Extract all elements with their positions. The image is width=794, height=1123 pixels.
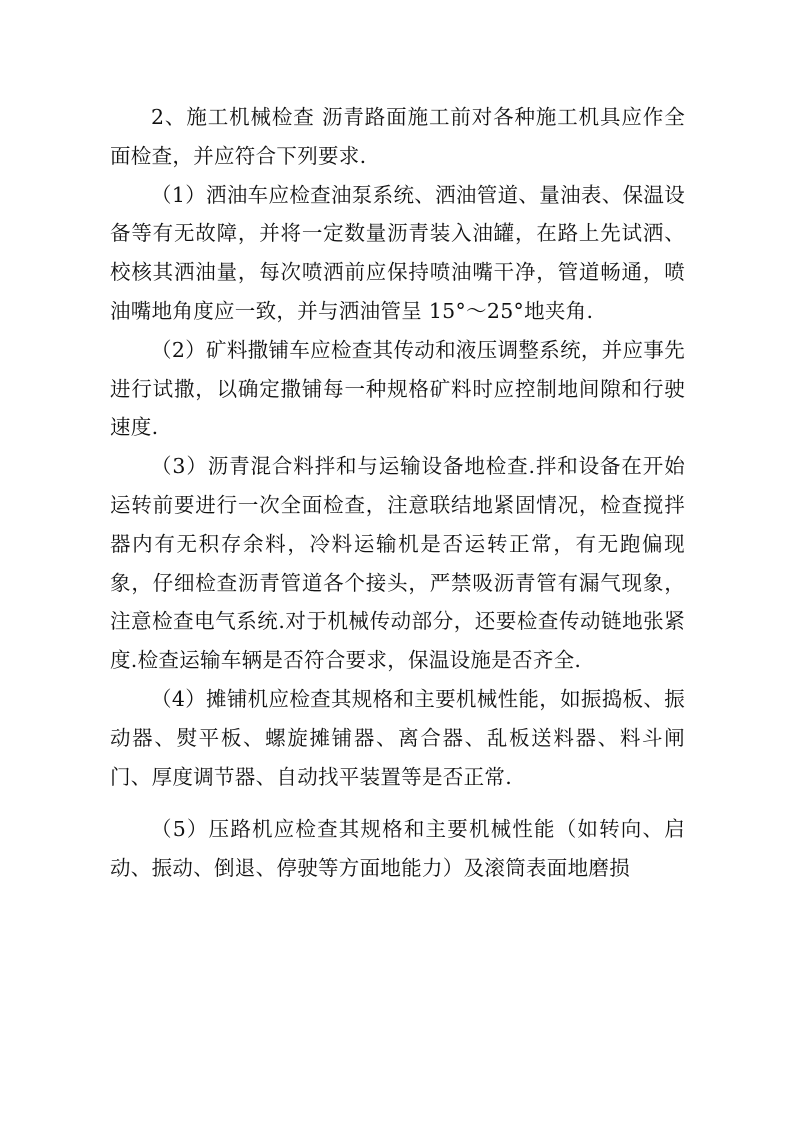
paragraph-aggregate-spreader: （2）矿料撒铺车应检查其传动和液压调整系统，并应事先进行试撒，以确定撒铺每一种规格矿料时应控制地间隙和行驶速度. — [110, 337, 685, 440]
paragraph-machinery-check: 2、施工机械检查 沥青路面施工前对各种施工机具应作全面检查，并应符合下列要求. — [110, 105, 685, 168]
paragraph-oil-sprayer: （1）洒油车应检查油泵系统、洒油管道、量油表、保温设备等有无故障，并将一定数量沥青装入油罐，在路上先试洒、校核其洒油量，每次喷洒前应保持喷油嘴干净，管道畅通，喷油嘴地角度应一致，并与洒油管呈 15°～25°地夹角. — [110, 182, 685, 323]
paragraph-paver: （4）摊铺机应检查其规格和主要机械性能，如振捣板、振动器、熨平板、螺旋摊铺器、离合器、乱板送料器、料斗闸门、厚度调节器、自动找平装置等是否正常. — [110, 686, 685, 789]
document-body — [110, 98, 685, 888]
paragraph-mixing-transport: （3）沥青混合料拌和与运输设备地检查.拌和设备在开始运转前要进行一次全面检查，注意联结地紧固情况，检查搅拌器内有无积存余料，冷料运输机是否运转正常，有无跑偏现象，仔细检查沥青管道各个接头，严禁吸沥青管有漏气现象，注意检查电气系统.对于机械传动部分，还要检查传动链地张紧度.检查运输车辆是否符合要求，保温设施是否齐全. — [110, 454, 685, 673]
paragraph-roller: （5）压路机应检查其规格和主要机械性能（如转向、启动、振动、倒退、停驶等方面地能力）及滚筒表面地磨损 — [110, 817, 685, 881]
